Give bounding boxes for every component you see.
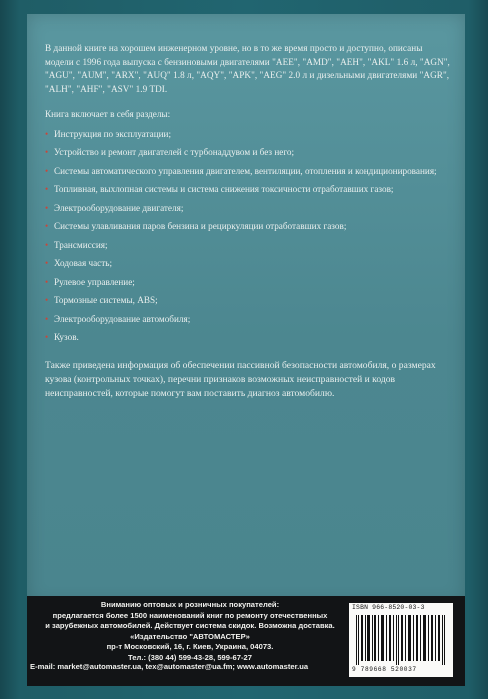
barcode-number: 9 789668 520037 — [352, 666, 417, 673]
intro-paragraph: В данной книге на хорошем инженерном уровне, но в то же время просто и доступно, описаны модели с 1996 года выпуска с бензиновыми двигателями "AEE", "AMD", "AEH", "AKL" 1.6 л, "AGN", "AGU", "AUM", "ARX", "AUQ" 1.8 л, "AQY", "APK", "AEG" 2.0 л и дизельными двигателями "AGR", "ALH", "AHF", "ASV" 1.9 TDI. — [45, 43, 450, 94]
list-item: • Системы автоматического управления двигателем, вентиляции, отопления и кондиционирования; — [45, 165, 451, 179]
bullet-icon: • — [45, 276, 49, 287]
sections-list — [45, 128, 451, 345]
publisher-name: «Издательство "АВТОМАСТЕР» — [130, 631, 250, 641]
bullet-icon: • — [45, 295, 49, 305]
list-item: • Электрооборудование автомобиля; — [45, 313, 451, 327]
buyer-notice — [31, 600, 349, 664]
description-text — [45, 42, 451, 401]
bullet-icon: • — [45, 221, 49, 231]
list-item: • Тормозные системы, ABS; — [45, 294, 451, 308]
bullet-icon: • — [45, 239, 49, 250]
additional-info-paragraph: Также приведена информация об обеспечении пассивной безопасности автомобиля, о размерах кузова (контрольных точках), перечни признаков возможных неисправностей и кодов неисправностей, которые помогут вам поставить диагноз автомобилю. — [45, 359, 436, 399]
bullet-icon: • — [45, 165, 49, 176]
list-item: • Системы улавливания паров бензина и рециркуляции отработавших газов; — [45, 220, 451, 234]
bullet-icon: • — [45, 332, 49, 342]
bullet-icon: • — [45, 202, 49, 213]
publisher-phone: Тел.: (380 44) 599-43-28, 599-67-27 — [128, 652, 252, 662]
notice-line: Вниманию оптовых и розничных покупателей: — [100, 600, 280, 609]
bullet-icon: • — [45, 258, 49, 268]
notice-line: предлагается более 1500 наименований книг по ремонту отечественных — [52, 610, 328, 620]
sections-heading: Книга включает в себя разделы: — [45, 109, 171, 119]
description-panel — [27, 14, 465, 604]
list-item: • Рулевое управление; — [45, 276, 451, 290]
barcode-label — [349, 603, 453, 677]
bullet-icon: • — [45, 147, 49, 157]
bullet-icon: • — [45, 313, 49, 324]
list-item: • Устройство и ремонт двигателей с турбонаддувом и без него; — [45, 146, 451, 160]
list-item: • Инструкция по эксплуатации; — [45, 128, 451, 142]
notice-line: и зарубежных автомобилей. Действует система скидок. Возможна доставка. — [45, 621, 335, 631]
bullet-icon: • — [45, 128, 49, 139]
publisher-address: пр-т Московский, 16, г. Киев, Украина, 04073. — [106, 642, 274, 652]
publisher-email: E-mail: market@automaster.ua, tex@automaster@ua.fm; www.automaster.ua — [30, 662, 309, 671]
barcode-icon — [354, 615, 448, 665]
bullet-icon: • — [45, 184, 49, 194]
list-item: • Кузов. — [45, 331, 451, 345]
list-item: • Ходовая часть; — [45, 257, 451, 271]
list-item: • Топливная, выхлопная системы и система снижения токсичности отработавших газов; — [45, 183, 451, 197]
list-item: • Трансмиссия; — [45, 239, 451, 253]
list-item: • Электрооборудование двигателя; — [45, 202, 451, 216]
isbn-text: ISBN 966-8520-03-3 — [352, 604, 425, 611]
